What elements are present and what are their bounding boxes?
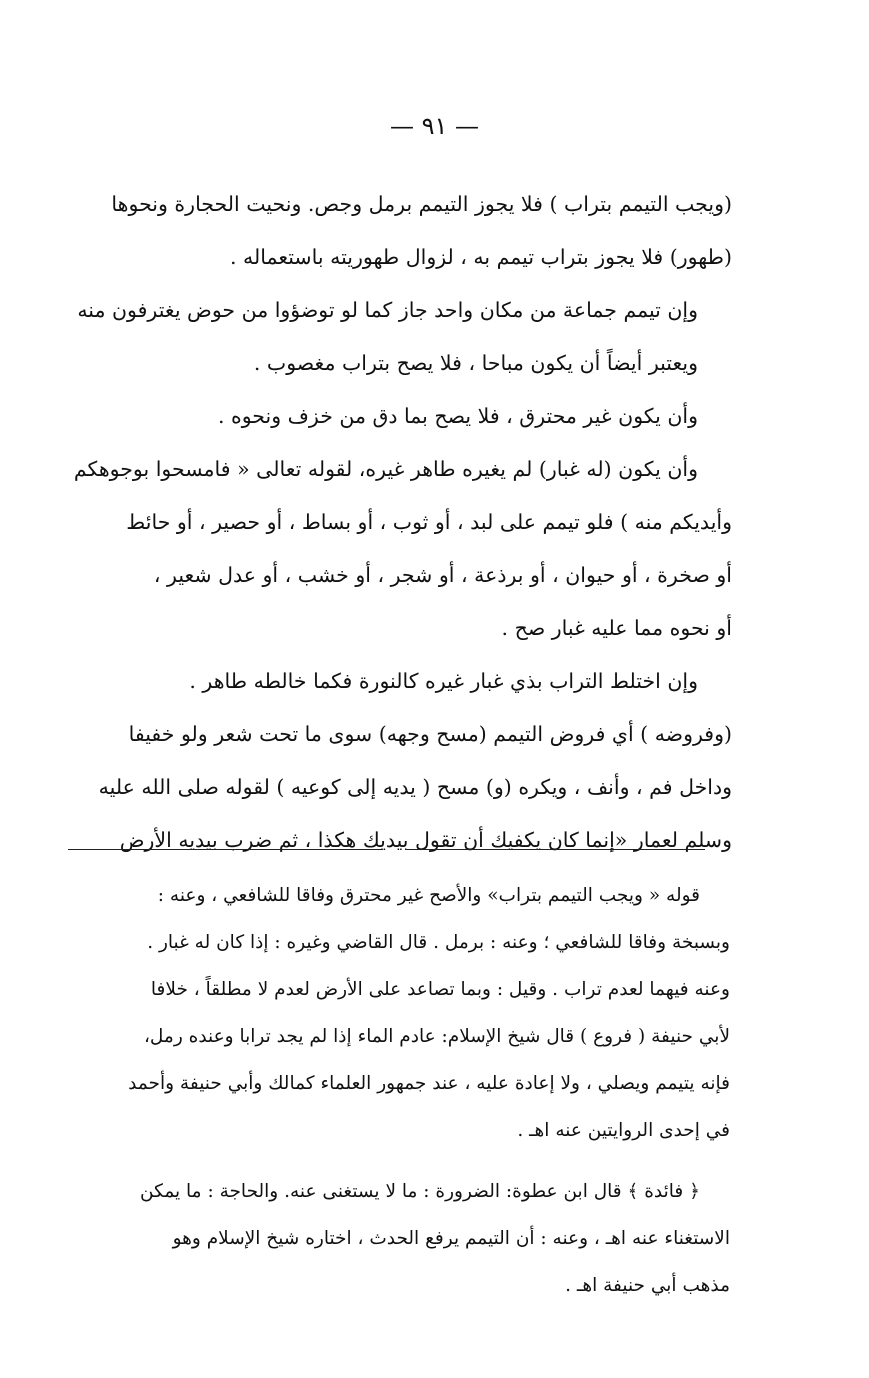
footnote-divider-left: [68, 849, 383, 850]
footnotes: [68, 872, 730, 1309]
text-line: وأن يكون (له غبار) لم يغيره طاهر غيره، لقوله تعالى « فامسحوا بوجوهكم: [73, 457, 698, 481]
note-line: لأبي حنيفة ( فروع ) قال شيخ الإسلام: عادم الماء إذا لم يجد ترابا وعنده رمل،: [143, 1026, 730, 1047]
note-line: وعنه فيهما لعدم تراب . وقيل : وبما تصاعد على الأرض لعدم لا مطلقاً ، خلافا: [150, 979, 730, 1000]
text-line: أو صخرة ، أو حيوان ، أو برذعة ، أو شجر ، أو خشب ، أو عدل شعير ،: [153, 563, 732, 587]
page-number: — ٩١ —: [389, 112, 480, 140]
note-line: فإنه يتيمم ويصلي ، ولا إعادة عليه ، عند جمهور العلماء كمالك وأبي حنيفة وأحمد: [128, 1073, 730, 1094]
text-line: وإن اختلط التراب بذي غبار غيره كالنورة فكما خالطه طاهر .: [189, 669, 698, 693]
note-line: قوله « ويجب التيمم بتراب» والأصح غير محترق وفاقا للشافعي ، وعنه :: [157, 885, 700, 906]
benefit-note-line: الاستغناء عنه اهـ ، وعنه : أن التيمم يرفع الحدث ، اختاره شيخ الإسلام وهو: [172, 1228, 730, 1249]
text-line: أو نحوه مما عليه غبار صح .: [501, 616, 732, 640]
benefit-note-line: مذهب أبي حنيفة اهـ .: [565, 1275, 730, 1296]
main-text-body: [70, 178, 732, 867]
text-line: (وفروضه ) أي فروض التيمم (مسح وجهه) سوى ما تحت شعر ولو خفيفا: [128, 722, 732, 746]
footnote-divider-right: [405, 849, 705, 850]
text-line: وإن تيمم جماعة من مكان واحد جاز كما لو توضؤوا من حوض يغترفون منه: [77, 298, 698, 322]
benefit-note-line: ﴿ فائدة ﴾ قال ابن عطوة: الضرورة : ما لا يستغنى عنه. والحاجة : ما يمكن: [140, 1181, 700, 1202]
note-line: وبسبخة وفاقا للشافعي ؛ وعنه : برمل . قال القاضي وغيره : إذا كان له غبار .: [147, 932, 730, 953]
note-line: في إحدى الروايتين عنه اهـ .: [517, 1120, 730, 1141]
text-line: وداخل فم ، وأنف ، ويكره (و) مسح ( يديه إلى كوعيه ) لقوله صلى الله عليه: [98, 775, 732, 799]
text-line: وأيديكم منه ) فلو تيمم على لبد ، أو ثوب ، أو بساط ، أو حصير ، أو حائط: [126, 510, 732, 534]
text-line: (طهور) فلا يجوز بتراب تيمم به ، لزوال طهوريته باستعماله .: [229, 245, 732, 269]
text-line: ويعتبر أيضاً أن يكون مباحا ، فلا يصح بتراب مغصوب .: [253, 351, 698, 375]
text-line: (ويجب التيمم بتراب ) فلا يجوز التيمم برمل وجص. ونحيت الحجارة ونحوها: [111, 192, 732, 216]
note-spacer: [68, 1154, 730, 1168]
text-line: وسلم لعمار «إنما كان يكفيك أن تقول بيديك هكذا ، ثم ضرب بيديه الأرض: [119, 828, 732, 852]
text-line: وأن يكون غير محترق ، فلا يصح بما دق من خزف ونحوه .: [217, 404, 698, 428]
